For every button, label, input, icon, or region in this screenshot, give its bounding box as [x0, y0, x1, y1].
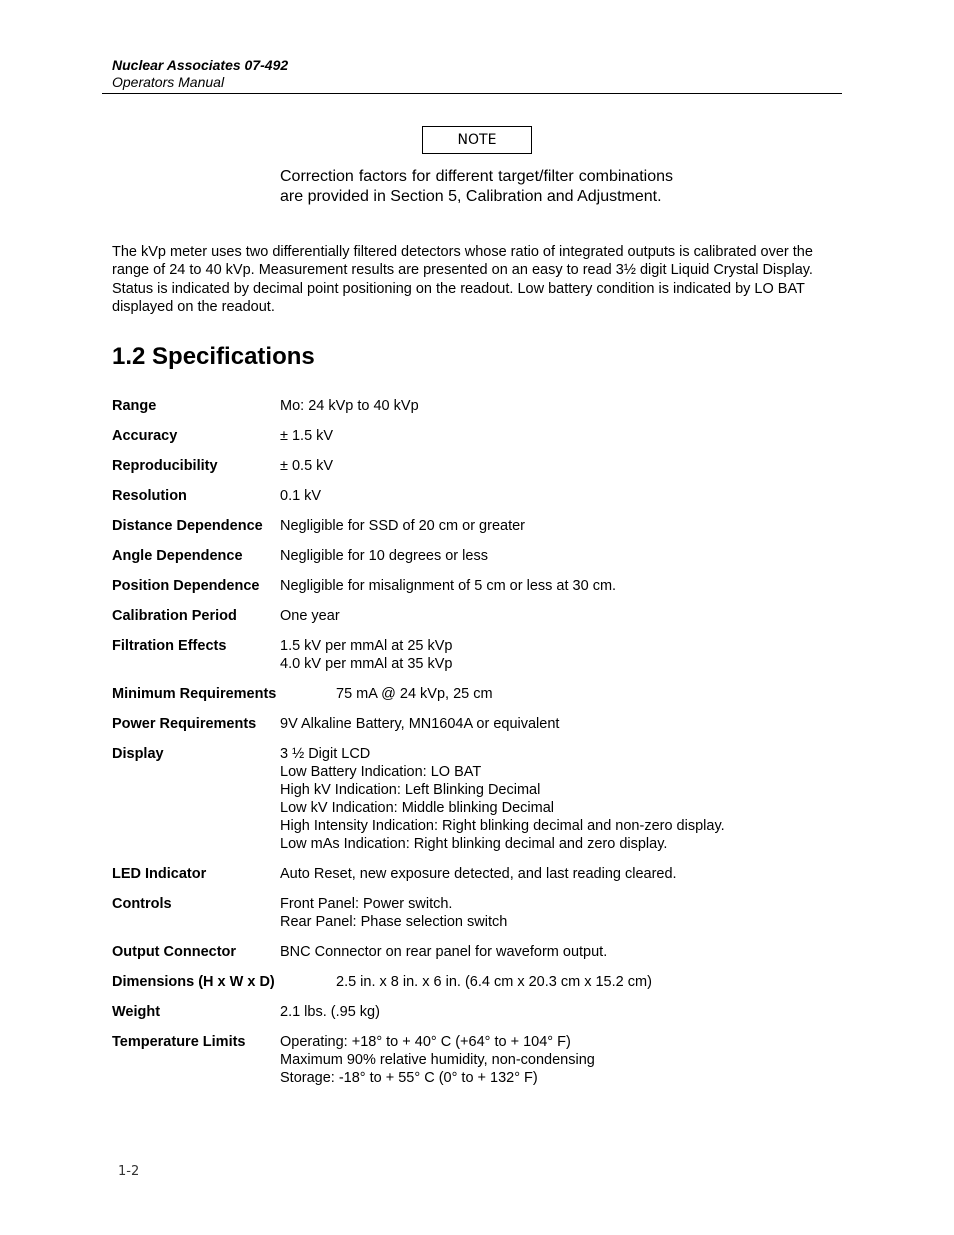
spec-value-line: Low mAs Indication: Right blinking decimal and zero display.	[280, 836, 668, 852]
spec-value-line: 0.1 kV	[280, 488, 322, 504]
spec-row	[112, 865, 852, 883]
spec-value-line: ± 1.5 kV	[280, 428, 334, 444]
spec-value	[280, 397, 852, 415]
spec-row	[112, 973, 852, 991]
spec-value-line: 4.0 kV per mmAl at 35 kVp	[280, 656, 453, 672]
spec-value	[280, 1003, 852, 1021]
spec-row	[112, 895, 852, 931]
spec-value	[280, 547, 852, 565]
spec-value-line: Negligible for misalignment of 5 cm or less at 30 cm.	[280, 578, 617, 594]
spec-value-line: Operating: +18° to + 40° C (+64° to + 104° F)	[280, 1034, 571, 1050]
spec-value-line: One year	[280, 608, 340, 624]
spec-row	[112, 547, 852, 565]
spec-row	[112, 577, 852, 595]
spec-label: Weight	[112, 1004, 161, 1020]
spec-value-line: ± 0.5 kV	[280, 458, 334, 474]
spec-value-line: Rear Panel: Phase selection switch	[280, 914, 508, 930]
document-subtitle: Operators Manual	[112, 74, 225, 90]
spec-value	[280, 865, 852, 883]
spec-value-line: 75 mA @ 24 kVp, 25 cm	[336, 686, 493, 702]
spec-row	[112, 427, 852, 445]
spec-value	[280, 1033, 852, 1087]
spec-value	[280, 577, 852, 595]
spec-value-line: 2.5 in. x 8 in. x 6 in. (6.4 cm x 20.3 cm x 15.2 cm)	[336, 974, 652, 990]
note-text: Correction factors for different target/filter combinations are provided in Section 5, Calibration and Adjustment.	[280, 168, 673, 205]
header-divider	[102, 93, 842, 94]
spec-value	[280, 427, 852, 445]
spec-value-line: High Intensity Indication: Right blinking decimal and non-zero display.	[280, 818, 725, 834]
spec-value-line: 1.5 kV per mmAl at 25 kVp	[280, 638, 453, 654]
spec-value	[280, 895, 852, 931]
spec-row	[112, 1003, 852, 1021]
spec-value	[280, 745, 852, 853]
specifications-list	[112, 397, 852, 1099]
spec-label: Reproducibility	[112, 458, 218, 474]
spec-label: LED Indicator	[112, 866, 207, 882]
spec-value	[336, 685, 852, 703]
spec-value	[280, 517, 852, 535]
spec-row	[112, 637, 852, 673]
spec-label: Power Requirements	[112, 716, 257, 732]
spec-value	[280, 607, 852, 625]
spec-label: Dimensions (H x W x D)	[112, 974, 275, 990]
spec-value-line: Front Panel: Power switch.	[280, 896, 453, 912]
spec-value-line: Storage: -18° to + 55° C (0° to + 132° F)	[280, 1070, 538, 1086]
spec-value-line: 9V Alkaline Battery, MN1604A or equivalent	[280, 716, 560, 732]
spec-row	[112, 397, 852, 415]
spec-value	[280, 457, 852, 475]
spec-label: Calibration Period	[112, 608, 237, 624]
spec-label: Controls	[112, 896, 172, 912]
spec-value-line: Low kV Indication: Middle blinking Decimal	[280, 800, 555, 816]
page-number: 1-2	[118, 1164, 140, 1179]
spec-label: Angle Dependence	[112, 548, 243, 564]
spec-value	[280, 715, 852, 733]
spec-value	[336, 973, 852, 991]
spec-label: Resolution	[112, 488, 187, 504]
spec-label: Filtration Effects	[112, 638, 227, 654]
spec-row	[112, 487, 852, 505]
spec-label: Range	[112, 398, 157, 414]
spec-value-line: Low Battery Indication: LO BAT	[280, 764, 482, 780]
spec-label: Temperature Limits	[112, 1034, 246, 1050]
spec-value-line: 3 ½ Digit LCD	[280, 746, 371, 762]
document-title: Nuclear Associates 07-492	[112, 57, 289, 73]
spec-value	[280, 487, 852, 505]
spec-value-line: 2.1 lbs. (.95 kg)	[280, 1004, 380, 1020]
spec-label: Distance Dependence	[112, 518, 263, 534]
spec-value-line: Negligible for 10 degrees or less	[280, 548, 488, 564]
spec-value-line: Mo: 24 kVp to 40 kVp	[280, 398, 419, 414]
spec-label: Accuracy	[112, 428, 178, 444]
spec-value	[280, 637, 852, 673]
spec-label: Minimum Requirements	[112, 686, 277, 702]
spec-label: Output Connector	[112, 944, 237, 960]
spec-row	[112, 715, 852, 733]
spec-value-line: Negligible for SSD of 20 cm or greater	[280, 518, 525, 534]
spec-value-line: Maximum 90% relative humidity, non-condensing	[280, 1052, 595, 1068]
spec-row	[112, 745, 852, 853]
spec-row	[112, 517, 852, 535]
spec-value	[280, 943, 852, 961]
section-title: 1.2 Specifications	[112, 343, 315, 370]
spec-row	[112, 1033, 852, 1087]
spec-value-line: High kV Indication: Left Blinking Decimal	[280, 782, 541, 798]
spec-row	[112, 943, 852, 961]
spec-label: Display	[112, 746, 164, 762]
spec-row	[112, 685, 852, 703]
spec-label: Position Dependence	[112, 578, 260, 594]
spec-value-line: BNC Connector on rear panel for waveform output.	[280, 944, 608, 960]
spec-value-line: Auto Reset, new exposure detected, and last reading cleared.	[280, 866, 677, 882]
page-header	[112, 57, 842, 91]
spec-row	[112, 457, 852, 475]
note-label: NOTE	[422, 126, 532, 154]
spec-row	[112, 607, 852, 625]
intro-paragraph: The kVp meter uses two differentially filtered detectors whose ratio of integrated outputs is calibrated over the range of 24 to 40 kVp. Measurement results are presented on an easy to read 3½ digit Liquid Crystal Display. Status is indicated by decimal point positioning on the readout. Low battery condition is indicated by LO BAT displayed on the readout.	[112, 244, 813, 315]
